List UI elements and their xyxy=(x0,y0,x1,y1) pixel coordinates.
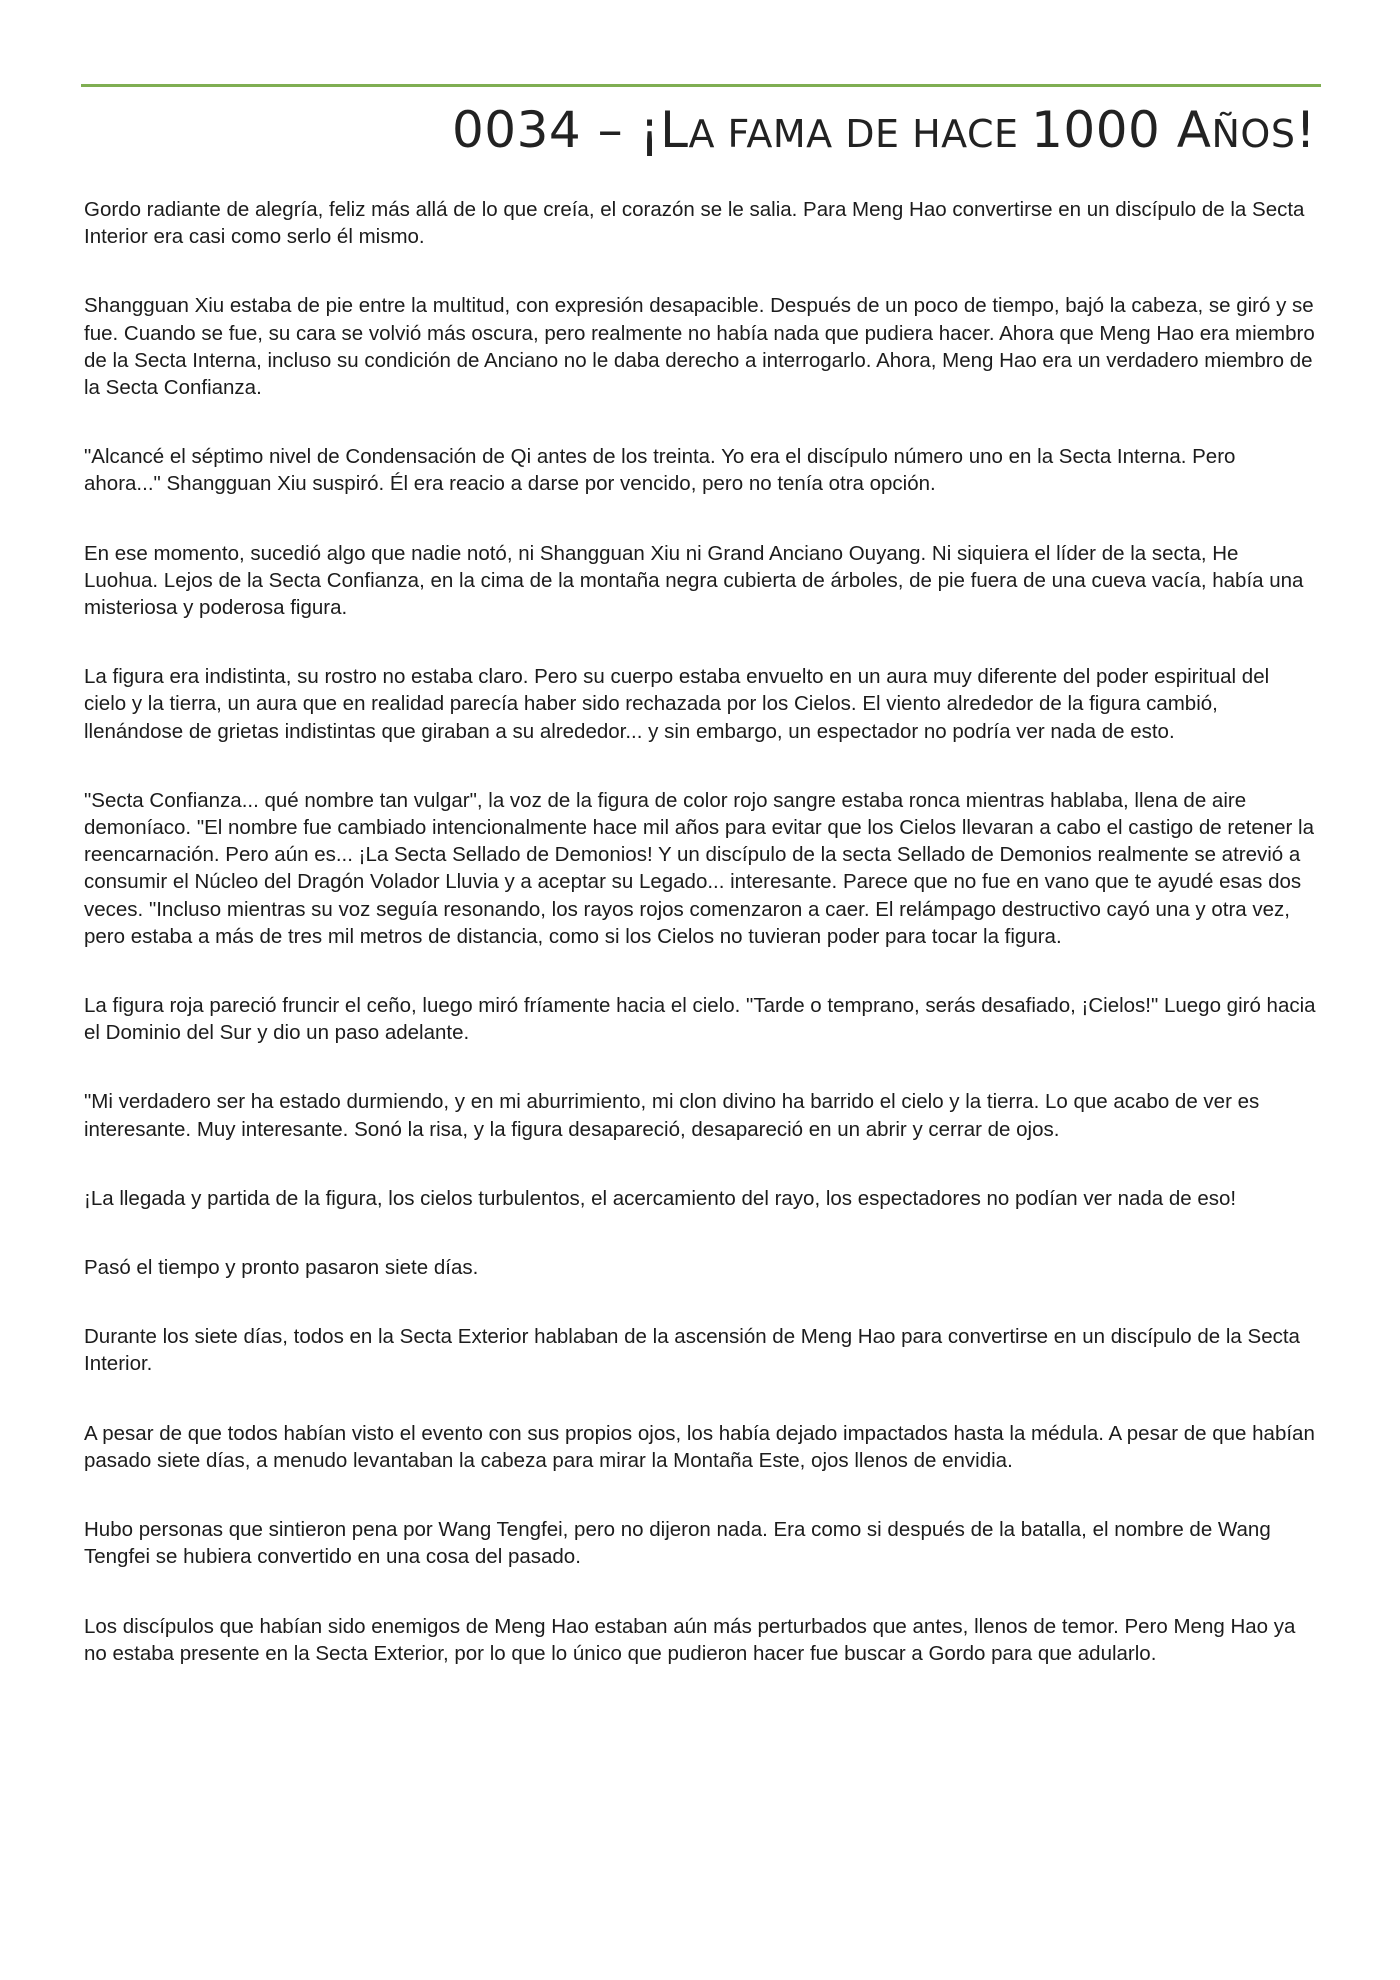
paragraph: La figura era indistinta, su rostro no estaba claro. Pero su cuerpo estaba envuelto en un aura muy diferente del poder espiritual del cielo y la tierra, un aura que en realidad parecía haber sido rechazada por los Cielos. El viento alrededor de la figura cambió, llenándose de grietas indistintas que giraban a su alrededor... y sin embargo, un espectador no podría ver nada de esto. xyxy=(84,665,1270,743)
chapter-body xyxy=(84,196,1316,1709)
header-rule xyxy=(81,84,1321,87)
paragraph: Los discípulos que habían sido enemigos de Meng Hao estaban aún más perturbados que antes, llenos de temor. Pero Meng Hao ya no estaba presente en la Secta Exterior, por lo que lo único que pudieron hacer fue buscar a Gordo para que adularlo. xyxy=(84,1614,1296,1665)
paragraph: Durante los siete días, todos en la Secta Exterior hablaban de la ascensión de Meng Hao para convertirse en un discípulo de la Secta Interior. xyxy=(84,1325,1300,1376)
paragraph: Pasó el tiempo y pronto pasaron siete días. xyxy=(84,1256,479,1280)
paragraph: ¡La llegada y partida de la figura, los cielos turbulentos, el acercamiento del rayo, los espectadores no podían ver nada de eso! xyxy=(84,1186,1237,1210)
title-part: 1000 xyxy=(1031,101,1161,159)
paragraph: "Mi verdadero ser ha estado durmiendo, y en mi aburrimiento, mi clon divino ha barrido el cielo y la tierra. Lo que acabo de ver es interesante. Muy interesante. Sonó la risa, y la figura desapareció, desapareció en un abrir y cerrar de ojos. xyxy=(84,1090,1260,1141)
title-part: A FAMA DE HACE xyxy=(688,112,1032,156)
title-part: ¡L xyxy=(639,101,689,159)
paragraph: Shangguan Xiu estaba de pie entre la multitud, con expresión desapacible. Después de un poco de tiempo, bajó la cabeza, se giró y se fue. Cuando se fue, su cara se volvió más oscura, pero realmente no había nada que pudiera hacer. Ahora que Meng Hao era miembro de la Secta Interna, incluso su condición de Anciano no le daba derecho a interrogarlo. Ahora, Meng Hao era un verdadero miembro de la Secta Confianza. xyxy=(84,294,1315,400)
title-part: ! xyxy=(1295,101,1316,159)
title-part: ÑOS xyxy=(1211,112,1296,156)
paragraph: Hubo personas que sintieron pena por Wang Tengfei, pero no dijeron nada. Era como si después de la batalla, el nombre de Wang Tengfei se hubiera convertido en una cosa del pasado. xyxy=(84,1518,1271,1569)
paragraph: A pesar de que todos habían visto el evento con sus propios ojos, los había dejado impactados hasta la médula. A pesar de que habían pasado siete días, a menudo levantaban la cabeza para mirar la Montaña Este, ojos llenos de envidia. xyxy=(84,1421,1315,1472)
paragraph: La figura roja pareció fruncir el ceño, luego miró fríamente hacia el cielo. "Tarde o temprano, serás desafiado, ¡Cielos!" Luego giró hacia el Dominio del Sur y dio un paso adelante. xyxy=(84,994,1316,1045)
title-part: A xyxy=(1160,101,1212,159)
paragraph: En ese momento, sucedió algo que nadie notó, ni Shangguan Xiu ni Grand Anciano Ouyang. Ni siquiera el líder de la secta, He Luohua. Lejos de la Secta Confianza, en la cima de la montaña negra cubierta de árboles, de pie fuera de una cueva vacía, había una misteriosa y poderosa figura. xyxy=(84,541,1304,620)
title-dash: – xyxy=(597,101,624,159)
paragraph: "Alcancé el séptimo nivel de Condensación de Qi antes de los treinta. Yo era el discípulo número uno en la Secta Interna. Pero ahora..." Shangguan Xiu suspiró. Él era reacio a darse por vencido, pero no tenía otra opción. xyxy=(84,445,1236,496)
chapter-number: 0034 xyxy=(451,101,582,159)
paragraph: "Secta Confianza... qué nombre tan vulgar", la voz de la figura de color rojo sangre estaba ronca mientras hablaba, llena de aire demoníaco. "El nombre fue cambiado intencionalmente hace mil años para evitar que los Cielos llevaran a cabo el castigo de retener la reencarnación. Pero aún es... ¡La Secta Sellado de Demonios! Y un discípulo de la secta Sellado de Demonios realmente se atrevió a consumir el Núcleo del Dragón Volador Lluvia y a aceptar su Legado... interesante. Parece que no fue en vano que te ayudé esas dos veces. "Incluso mientras su voz seguía resonando, los rayos rojos comenzaron a caer. El relámpago destructivo cayó una y otra vez, pero estaba a más de tres mil metros de distancia, como si los Cielos no tuvieran poder para tocar la figura. xyxy=(84,788,1315,948)
chapter-title xyxy=(452,100,1316,164)
paragraph: Gordo radiante de alegría, feliz más allá de lo que creía, el corazón se le salia. Para Meng Hao convertirse en un discípulo de la Secta Interior era casi como serlo él mismo. xyxy=(84,198,1305,249)
